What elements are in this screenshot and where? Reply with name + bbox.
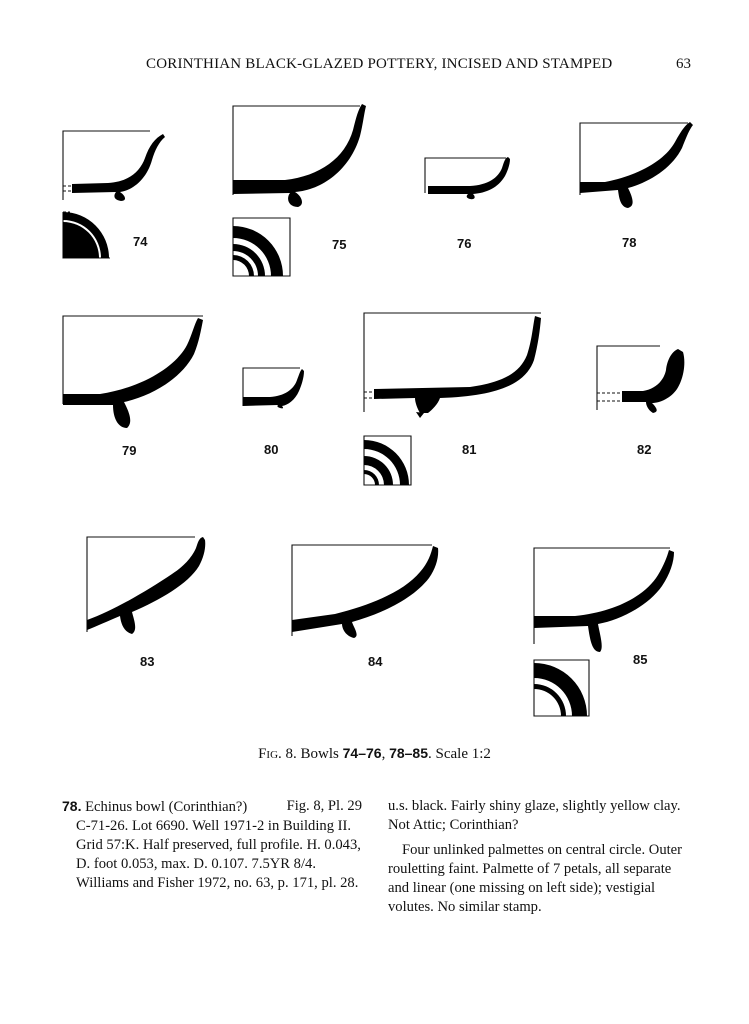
profile-85 xyxy=(534,548,674,716)
profile-76 xyxy=(425,157,510,251)
entry-line: C-71-26. Lot 6690. Well 1971-2 in Building II. xyxy=(76,818,352,834)
caption-sep: , xyxy=(381,746,390,762)
page-number: 63 xyxy=(676,56,691,72)
figure-caption xyxy=(0,745,749,763)
figure-label-85: 85 xyxy=(633,652,648,667)
profile-79 xyxy=(63,316,203,458)
entry-heading xyxy=(62,797,362,817)
entry-number: 78. xyxy=(62,798,82,814)
profile-84 xyxy=(292,545,438,669)
figure-label-78: 78 xyxy=(622,235,637,250)
caption-prefix: Fig. 8. xyxy=(258,746,297,762)
entry-refs: Fig. 8, Pl. 29 xyxy=(286,798,362,814)
entry-name: Echinus bowl (Corinthian?) xyxy=(85,799,248,815)
profile-82 xyxy=(597,346,684,457)
figure-label-75: 75 xyxy=(332,237,347,252)
figure-label-82: 82 xyxy=(637,442,652,457)
figure-label-80: 80 xyxy=(264,442,279,457)
caption-tail: . Scale 1:2 xyxy=(428,746,491,762)
running-title: CORINTHIAN BLACK-GLAZED POTTERY, INCISED AND STAMPED xyxy=(146,56,613,72)
catalogue-entry-left xyxy=(62,797,362,893)
caption-range-2: 78–85 xyxy=(389,745,428,761)
figure-label-76: 76 xyxy=(457,236,472,251)
entry-paragraph-2: Four unlinked palmettes on central circle. Outer rouletting faint. Palmette of 7 petals, all separate and linear (one missing on left side); vestigial volutes. No similar stamp. xyxy=(388,842,683,915)
catalogue-entry-right xyxy=(388,797,694,917)
profile-74 xyxy=(63,131,165,258)
entry-line: Williams and Fisher 1972, no. 63, p. 171, pl. 28. xyxy=(76,875,359,891)
figure-label-83: 83 xyxy=(140,654,155,669)
profile-83 xyxy=(87,537,205,669)
caption-lead: Bowls xyxy=(300,746,339,762)
caption-range-1: 74–76 xyxy=(342,745,382,761)
entry-paragraph-1: u.s. black. Fairly shiny glaze, slightly yellow clay. Not Attic; Corinthian? xyxy=(388,798,681,833)
figure-label-84: 84 xyxy=(368,654,383,669)
profile-81 xyxy=(364,313,541,485)
profile-80 xyxy=(243,368,304,457)
entry-line: Grid 57:K. Half preserved, full profile. H. 0.043, xyxy=(76,837,361,853)
figure-label-74: 74 xyxy=(133,234,148,249)
entry-line: D. foot 0.053, max. D. 0.107. 7.5YR 8/4. xyxy=(76,856,316,872)
profile-78 xyxy=(580,122,693,250)
figure-label-79: 79 xyxy=(122,443,137,458)
profile-75 xyxy=(233,104,366,276)
figure-label-81: 81 xyxy=(462,442,477,457)
